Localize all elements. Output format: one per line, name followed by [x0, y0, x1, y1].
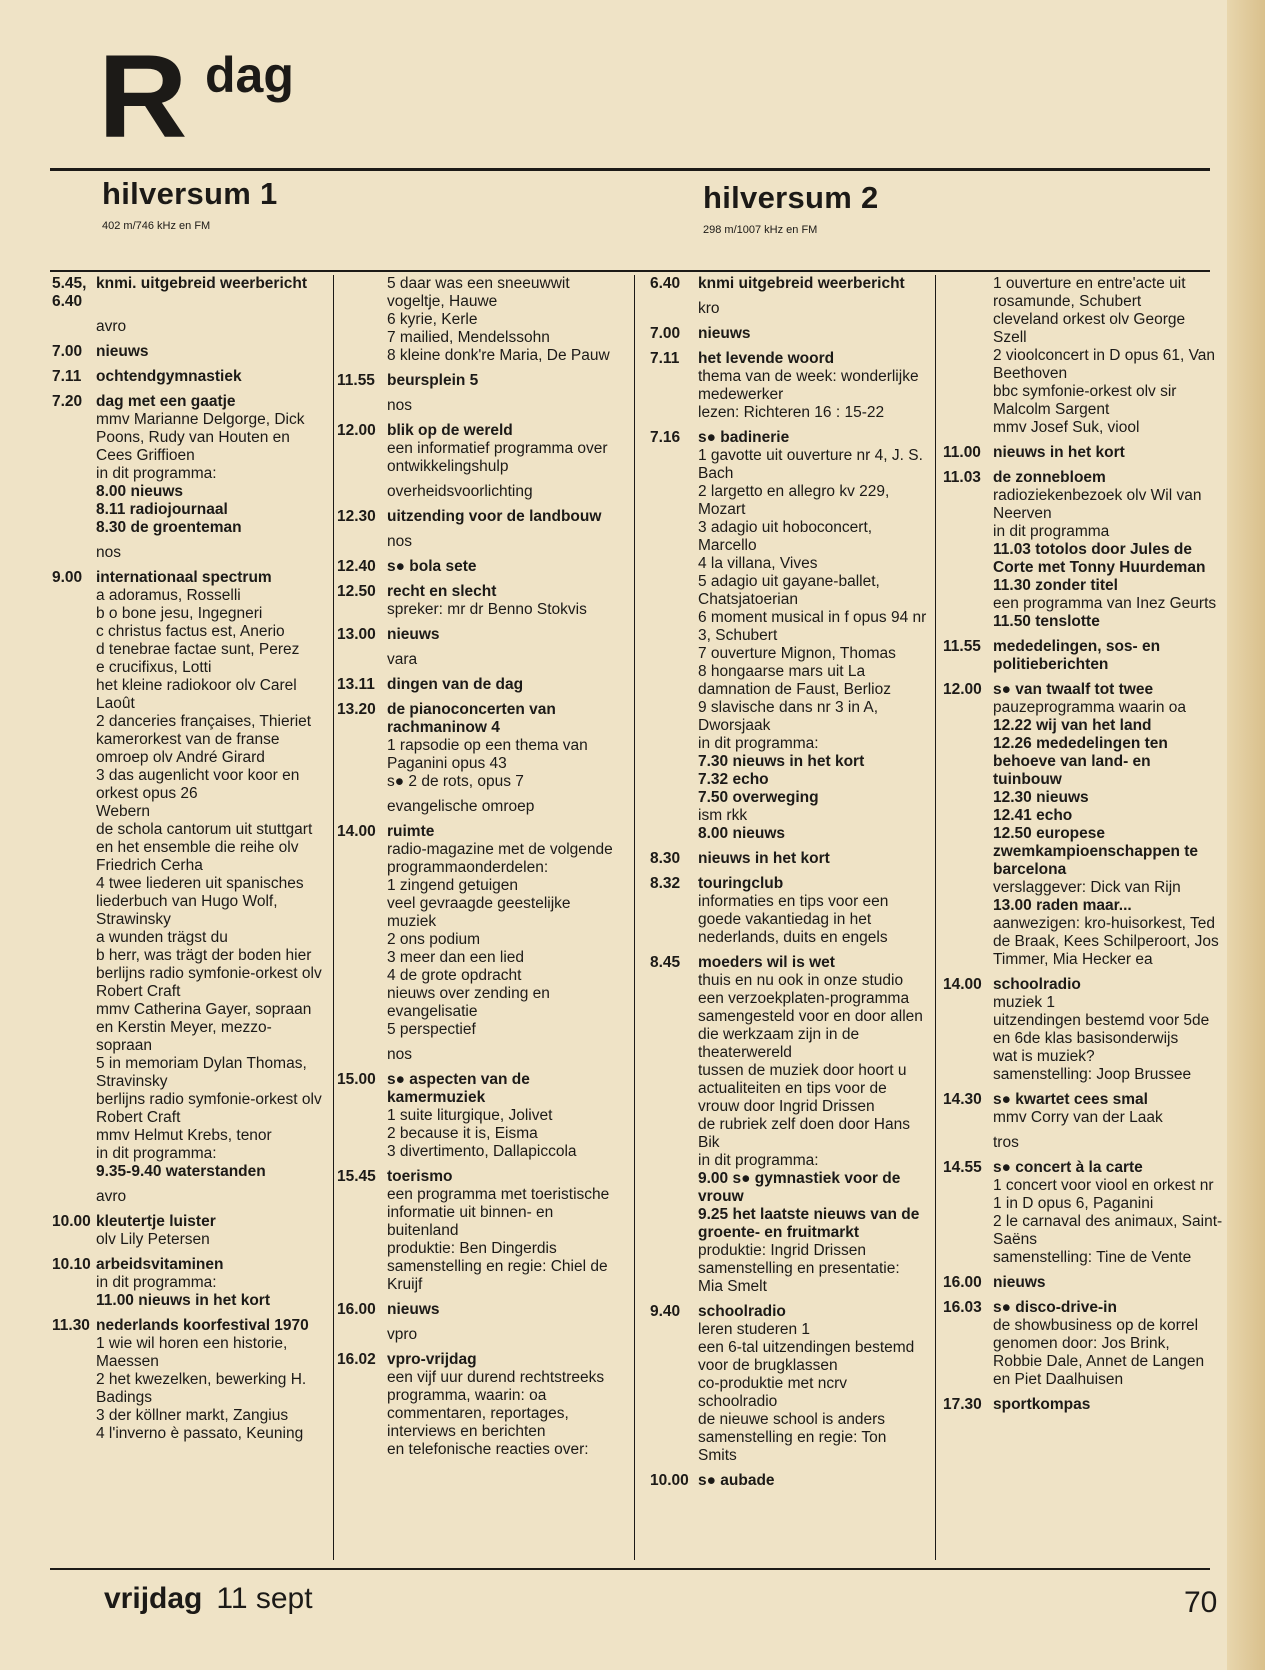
station-name: hilversum 2 [703, 180, 879, 215]
program-entry [943, 681, 1223, 969]
program-title: schoolradio [698, 1303, 786, 1320]
program-subitem: 11.00 nieuws in het kort [96, 1292, 271, 1309]
program-time: 5.45, 6.40 [52, 275, 87, 310]
program-time: 7.16 [650, 429, 681, 446]
program-detail: 2 danceries françaises, Thieriet [96, 713, 312, 730]
program-detail: 6 kyrie, Kerle [387, 311, 478, 328]
program-title: schoolradio [993, 976, 1081, 993]
program-detail: 4 l'inverno è passato, Keuning [96, 1425, 304, 1442]
program-title: s● van twaalf tot twee [993, 681, 1154, 698]
day-name: vrijdag [104, 1582, 203, 1615]
program-entry [337, 558, 623, 576]
program-detail: 2 largetto en allegro kv 229, Mozart [698, 483, 890, 518]
program-detail: mmv Corry van der Laak [993, 1109, 1163, 1126]
program-time: 7.20 [52, 393, 83, 410]
program-detail: c christus factus est, Anerio [96, 623, 285, 640]
program-detail: ism rkk [698, 807, 748, 824]
program-detail: een verzoekplaten-programma samengesteld voor en door allen die werkzaam zijn in de theaterwereld [698, 990, 923, 1061]
program-entry [650, 1303, 928, 1465]
program-subitem: 11.03 totolos door Jules de Corte met Tonny Huurdeman [993, 541, 1206, 576]
program-entry [943, 275, 1223, 437]
program-time: 16.02 [337, 1351, 376, 1368]
program-subitem: 7.50 overweging [698, 789, 819, 806]
program-detail: 3 adagio uit hoboconcert, Marcello [698, 519, 873, 554]
program-time: 12.00 [943, 681, 982, 698]
program-detail: wat is muziek? [993, 1048, 1095, 1065]
program-title: knmi. uitgebreid weerbericht [96, 275, 308, 292]
program-time: 7.00 [52, 343, 83, 360]
program-title: internationaal spectrum [96, 569, 272, 586]
program-title: het levende woord [698, 350, 835, 367]
program-subitem: 13.00 raden maar... [993, 897, 1132, 914]
program-title: recht en slecht [387, 583, 497, 600]
column-divider [333, 275, 334, 1560]
program-time: 12.00 [337, 422, 376, 439]
program-title: nieuws [387, 626, 440, 643]
program-subitem: 9.35-9.40 waterstanden [96, 1163, 266, 1180]
program-time: 11.00 [943, 444, 981, 461]
program-detail: 1 wie wil horen een historie, Maessen [96, 1335, 288, 1370]
program-detail: berlijns radio symfonie-orkest olv Robert Craft [96, 1091, 322, 1126]
program-time [943, 275, 993, 437]
program-entry [337, 422, 623, 476]
program-subitem: 8.00 nieuws [96, 483, 184, 500]
program-time: 11.55 [337, 372, 375, 389]
program-detail: informaties en tips voor een goede vakantiedag in het nederlands, duits en engels [698, 893, 889, 946]
program-time: 11.03 [943, 469, 981, 486]
program-detail: tussen de muziek door hoort u actualiteiten en tips voor de vrouw door Ingrid Drissen [698, 1062, 907, 1115]
program-title: touringclub [698, 875, 784, 892]
program-time: 15.45 [337, 1168, 376, 1185]
program-detail: samenstelling: Joop Brussee [993, 1066, 1192, 1083]
program-entry [52, 343, 324, 361]
program-title: nieuws [698, 325, 751, 342]
broadcaster-label: nos [387, 397, 412, 414]
program-detail: 1 concert voor viool en orkest nr 1 in D opus 6, Paganini [993, 1177, 1214, 1212]
program-detail: een vijf uur durend rechtstreeks programma, waarin: oa commentaren, reportages, interviews en berichten [387, 1369, 605, 1440]
program-title: s● aspecten van de kamermuziek [387, 1071, 530, 1106]
program-entry [52, 368, 324, 386]
program-time: 9.00 [52, 569, 83, 586]
station-frequency: 402 m/746 kHz en FM [102, 220, 211, 232]
program-detail: 8 hongaarse mars uit La damnation de Faust, Berlioz [698, 663, 891, 698]
broadcaster-label: nos [96, 544, 121, 561]
page-edge [1227, 0, 1265, 1670]
program-detail: spreker: mr dr Benno Stokvis [387, 601, 587, 618]
station-name: hilversum 1 [102, 176, 278, 211]
program-detail: de schola cantorum uit stuttgart en het ensemble die reihe olv Friedrich Cerha [96, 821, 313, 874]
program-detail: a adoramus, Rosselli [96, 587, 241, 604]
program-detail: 2 because it is, Eisma [387, 1125, 538, 1142]
program-title: nieuws in het kort [698, 850, 830, 867]
program-time: 8.32 [650, 875, 681, 892]
program-detail: pauzeprogramma waarin oa [993, 699, 1186, 716]
program-detail: e crucifixus, Lotti [96, 659, 212, 676]
footer-rule [50, 1568, 1210, 1570]
program-entry [52, 1256, 324, 1310]
program-detail: 2 vioolconcert in D opus 61, Van Beethoven [993, 347, 1216, 382]
program-detail: produktie: Ingrid Drissen [698, 1242, 866, 1259]
program-detail: b herr, was trägt der boden hier [96, 947, 312, 964]
program-title: s● aubade [698, 1472, 775, 1489]
program-entry [943, 469, 1223, 631]
program-title: s● kwartet cees smal [993, 1091, 1148, 1108]
program-title: kleutertje luister [96, 1213, 216, 1230]
program-detail: en telefonische reacties over: [387, 1441, 589, 1458]
program-detail: aanwezigen: kro-huisorkest, Ted de Braak, Kees Schilperoort, Jos Timmer, Mia Hecker ea [993, 915, 1219, 968]
program-time: 15.00 [337, 1071, 376, 1088]
program-entry [650, 954, 928, 1296]
program-entry [337, 676, 623, 694]
program-detail: 3 meer dan een lied [387, 949, 525, 966]
program-time: 14.55 [943, 1159, 982, 1176]
program-detail: 1 rapsodie op een thema van Paganini opus 43 [387, 737, 588, 772]
program-time: 11.55 [943, 638, 981, 655]
program-entry [650, 325, 928, 343]
broadcaster-label: overheidsvoorlichting [387, 483, 533, 500]
program-detail: mmv Marianne Delgorge, Dick Poons, Rudy van Houten en Cees Griffioen [96, 411, 305, 464]
program-detail: een informatief programma over ontwikkelingshulp [387, 440, 608, 475]
program-entry [943, 1396, 1223, 1414]
program-detail: 3 der köllner markt, Zangius [96, 1407, 289, 1424]
schedule-column-2 [337, 275, 623, 1466]
program-detail: 3 das augenlicht voor koor en orkest opus 26 [96, 767, 300, 802]
program-title: de zonnebloem [993, 469, 1106, 486]
program-time: 7.11 [650, 350, 680, 367]
program-title: nieuws [96, 343, 149, 360]
program-entry [337, 701, 623, 791]
program-detail: in dit programma: [96, 1274, 217, 1291]
program-detail: 1 gavotte uit ouverture nr 4, J. S. Bach [698, 447, 923, 482]
program-entry [337, 583, 623, 619]
program-entry [943, 638, 1223, 674]
program-time: 7.11 [52, 368, 82, 385]
header-rule [50, 270, 1210, 272]
page-number: 70 [1184, 1586, 1218, 1619]
program-detail: thema van de week: wonderlijke medewerker [698, 368, 919, 403]
schedule-column-3 [650, 275, 928, 1497]
r-dag-logo [97, 31, 294, 163]
program-time: 10.00 [650, 1472, 689, 1489]
program-entry [337, 1351, 623, 1459]
program-entry [943, 444, 1223, 462]
program-time: 8.30 [650, 850, 681, 867]
program-detail: 5 perspectief [387, 1021, 476, 1038]
program-title: toerismo [387, 1168, 453, 1185]
station-header-2 [703, 180, 879, 236]
program-detail: radioziekenbezoek olv Wil van Neerven [993, 487, 1202, 522]
program-title: arbeidsvitaminen [96, 1256, 224, 1273]
program-detail: 1 ouverture en entre'acte uit rosamunde, Schubert [993, 275, 1186, 310]
program-entry [337, 1071, 623, 1161]
program-subitem: 9.00 s● gymnastiek voor de vrouw [698, 1170, 901, 1205]
program-subitem: 11.30 zonder titel [993, 577, 1118, 594]
program-detail: thuis en nu ook in onze studio [698, 972, 904, 989]
program-detail: 7 mailied, Mendelssohn [387, 329, 550, 346]
program-detail: een programma met toeristische informatie uit binnen- en buitenland [387, 1186, 610, 1239]
broadcaster-label: vpro [387, 1326, 418, 1343]
program-time: 12.30 [337, 508, 376, 525]
program-title: dag met een gaatje [96, 393, 236, 410]
program-detail: produktie: Ben Dingerdis [387, 1240, 557, 1257]
program-detail: lezen: Richteren 16 : 15-22 [698, 404, 885, 421]
logo-letter: R [97, 31, 184, 163]
column-divider [634, 275, 635, 1560]
program-entry [337, 1301, 623, 1319]
program-detail: 5 daar was een sneeuwwit vogeltje, Hauwe [387, 275, 570, 310]
program-detail: samenstelling en regie: Chiel de Kruijf [387, 1258, 608, 1293]
program-time: 10.10 [52, 1256, 91, 1273]
program-entry [650, 429, 928, 843]
program-detail: nieuws over zending en evangelisatie [387, 985, 550, 1020]
program-title: moeders wil is wet [698, 954, 835, 971]
program-title: blik op de wereld [387, 422, 513, 439]
program-entry [52, 393, 324, 537]
schedule-column-1 [52, 275, 324, 1450]
program-title: nieuws [993, 1274, 1046, 1291]
program-detail: het kleine radiokoor olv Carel Laoût [96, 677, 297, 712]
program-title: s● disco-drive-in [993, 1299, 1117, 1316]
program-detail: de showbusiness op de korrel genomen door: Jos Brink, Robbie Dale, Annet de Langen en Piet Daalhuisen [993, 1317, 1205, 1388]
program-title: s● badinerie [698, 429, 790, 446]
column-divider [935, 275, 936, 1560]
program-detail: cleveland orkest olv George Szell [993, 311, 1186, 346]
program-time: 17.30 [943, 1396, 982, 1413]
program-detail: radio-magazine met de volgende programmaonderdelen: [387, 841, 613, 876]
station-frequency: 298 m/1007 kHz en FM [703, 224, 818, 236]
program-detail: 5 in memoriam Dylan Thomas, Stravinsky [96, 1055, 307, 1090]
program-subitem: 11.50 tenslotte [993, 613, 1100, 630]
program-detail: d tenebrae factae sunt, Perez [96, 641, 300, 658]
program-detail: berlijns radio symfonie-orkest olv Robert Craft [96, 965, 322, 1000]
program-time: 13.11 [337, 676, 375, 693]
program-entry [52, 569, 324, 1181]
broadcaster-label: nos [387, 1046, 412, 1063]
program-subitem: 12.30 nieuws [993, 789, 1089, 806]
program-time [337, 275, 387, 365]
program-detail: samenstelling en presentatie: Mia Smelt [698, 1260, 900, 1295]
program-entry [943, 1274, 1223, 1292]
broadcaster-label: kro [698, 300, 720, 317]
program-detail: olv Lily Petersen [96, 1231, 210, 1248]
program-detail: 4 de grote opdracht [387, 967, 522, 984]
program-detail: 2 het kwezelken, bewerking H. Badings [96, 1371, 307, 1406]
program-subitem: 8.00 nieuws [698, 825, 786, 842]
program-subitem: 8.30 de groenteman [96, 519, 242, 536]
program-time: 16.03 [943, 1299, 982, 1316]
program-entry [650, 275, 928, 293]
program-detail: in dit programma: [698, 1152, 819, 1169]
program-detail: samenstelling: Tine de Vente [993, 1249, 1192, 1266]
program-entry [650, 875, 928, 947]
footer-date [104, 1582, 313, 1616]
program-detail: veel gevraagde geestelijke muziek [387, 895, 571, 930]
program-detail: de rubriek zelf doen door Hans Bik [698, 1116, 910, 1151]
broadcaster-label: vara [387, 651, 418, 668]
program-entry [650, 850, 928, 868]
broadcaster-label: avro [96, 318, 127, 335]
broadcaster-label: avro [96, 1188, 127, 1205]
program-title: beursplein 5 [387, 372, 479, 389]
program-subitem: 12.50 europese zwemkampioenschappen te barcelona [993, 825, 1199, 878]
program-detail: co-produktie met ncrv schoolradio [698, 1375, 848, 1410]
program-title: knmi uitgebreid weerbericht [698, 275, 905, 292]
program-detail: a wunden trägst du [96, 929, 228, 946]
program-time: 12.50 [337, 583, 376, 600]
program-detail: een 6-tal uitzendingen bestemd voor de brugklassen [698, 1339, 915, 1374]
broadcaster-label: nos [387, 533, 412, 550]
program-entry [943, 1159, 1223, 1267]
program-detail: 1 suite liturgique, Jolivet [387, 1107, 553, 1124]
date-label: 11 sept [216, 1582, 313, 1615]
program-time: 13.20 [337, 701, 376, 718]
program-detail: 3 divertimento, Dallapiccola [387, 1143, 577, 1160]
broadcaster-label: tros [993, 1134, 1019, 1151]
program-entry [52, 275, 324, 311]
program-entry [337, 823, 623, 1039]
program-entry [52, 1317, 324, 1443]
program-time: 16.00 [943, 1274, 982, 1291]
program-subitem: 7.32 echo [698, 771, 769, 788]
program-subitem: 12.22 wij van het land [993, 717, 1152, 734]
program-detail: mmv Catherina Gayer, sopraan en Kerstin Meyer, mezzo-sopraan [96, 1001, 312, 1054]
program-entry [943, 976, 1223, 1084]
program-detail: 9 slavische dans nr 3 in A, Dworsjaak [698, 699, 879, 734]
program-detail: 5 adagio uit gayane-ballet, Chatsjatoerian [698, 573, 880, 608]
program-detail: in dit programma: [96, 1145, 217, 1162]
program-subitem: 12.41 echo [993, 807, 1073, 824]
program-detail: 2 ons podium [387, 931, 481, 948]
program-detail: uitzendingen bestemd voor 5de en 6de klas basisonderwijs [993, 1012, 1210, 1047]
schedule-column-4 [943, 275, 1223, 1421]
program-title: nederlands koorfestival 1970 [96, 1317, 309, 1334]
program-time: 14.00 [337, 823, 376, 840]
program-time: 6.40 [650, 275, 681, 292]
program-title: ruimte [387, 823, 435, 840]
program-detail: 8 kleine donk're Maria, De Pauw [387, 347, 610, 364]
program-detail: samenstelling en regie: Ton Smits [698, 1429, 887, 1464]
program-title: s● concert à la carte [993, 1159, 1143, 1176]
program-detail: mmv Josef Suk, viool [993, 419, 1140, 436]
program-title: s● bola sete [387, 558, 477, 575]
program-title: uitzending voor de landbouw [387, 508, 602, 525]
program-title: nieuws in het kort [993, 444, 1125, 461]
program-entry [650, 1472, 928, 1490]
program-entry [943, 1299, 1223, 1389]
program-entry [337, 626, 623, 644]
program-subitem: 12.26 mededelingen ten behoeve van land- en tuinbouw [993, 735, 1168, 788]
program-title: nieuws [387, 1301, 440, 1318]
program-title: de pianoconcerten van rachmaninow 4 [387, 701, 556, 736]
program-detail: 2 le carnaval des animaux, Saint-Saëns [993, 1213, 1223, 1248]
program-time: 8.45 [650, 954, 681, 971]
program-time: 9.40 [650, 1303, 681, 1320]
program-title: ochtendgymnastiek [96, 368, 242, 385]
program-detail: 4 twee liederen uit spanisches liederbuch van Hugo Wolf, Strawinsky [96, 875, 304, 928]
program-time: 11.30 [52, 1317, 90, 1334]
program-detail: bbc symfonie-orkest olv sir Malcolm Sargent [993, 383, 1177, 418]
program-detail: 7 ouverture Mignon, Thomas [698, 645, 896, 662]
program-entry [337, 1168, 623, 1294]
program-detail: b o bone jesu, Ingegneri [96, 605, 263, 622]
program-detail: een programma van Inez Geurts [993, 595, 1217, 612]
program-detail: 1 zingend getuigen [387, 877, 519, 894]
program-detail: de nieuwe school is anders [698, 1411, 885, 1428]
program-time: 12.40 [337, 558, 376, 575]
program-entry [337, 275, 623, 365]
program-title: dingen van de dag [387, 676, 524, 693]
program-entry [943, 1091, 1223, 1127]
program-title: vpro-vrijdag [387, 1351, 477, 1368]
program-entry [337, 508, 623, 526]
program-time: 7.00 [650, 325, 681, 342]
top-rule [50, 168, 1210, 171]
program-detail: s● 2 de rots, opus 7 [387, 773, 524, 790]
program-detail: in dit programma: [698, 735, 819, 752]
program-title: mededelingen, sos- en politieberichten [993, 638, 1161, 673]
program-detail: 4 la villana, Vives [698, 555, 818, 572]
program-detail: in dit programma: [96, 465, 217, 482]
program-subitem: 7.30 nieuws in het kort [698, 753, 865, 770]
program-entry [650, 350, 928, 422]
program-detail: 6 moment musical in f opus 94 nr 3, Schubert [698, 609, 927, 644]
program-detail: mmv Helmut Krebs, tenor [96, 1127, 272, 1144]
program-detail: Webern [96, 803, 150, 820]
program-time: 14.30 [943, 1091, 982, 1108]
program-detail: verslaggever: Dick van Rijn [993, 879, 1181, 896]
program-subitem: 8.11 radiojournaal [96, 501, 228, 518]
program-detail: in dit programma [993, 523, 1110, 540]
program-detail: leren studeren 1 [698, 1321, 811, 1338]
program-detail: kamerorkest van de franse omroep olv André Girard [96, 731, 280, 766]
program-entry [52, 1213, 324, 1249]
program-subitem: 9.25 het laatste nieuws van de groente- en fruitmarkt [698, 1206, 920, 1241]
broadcaster-label: evangelische omroep [387, 798, 535, 815]
program-time: 14.00 [943, 976, 982, 993]
logo-word: dag [205, 47, 294, 103]
program-time: 13.00 [337, 626, 376, 643]
program-title: sportkompas [993, 1396, 1091, 1413]
program-detail: muziek 1 [993, 994, 1056, 1011]
program-time: 10.00 [52, 1213, 91, 1230]
station-header-1 [102, 176, 278, 232]
program-entry [337, 372, 623, 390]
program-time: 16.00 [337, 1301, 376, 1318]
